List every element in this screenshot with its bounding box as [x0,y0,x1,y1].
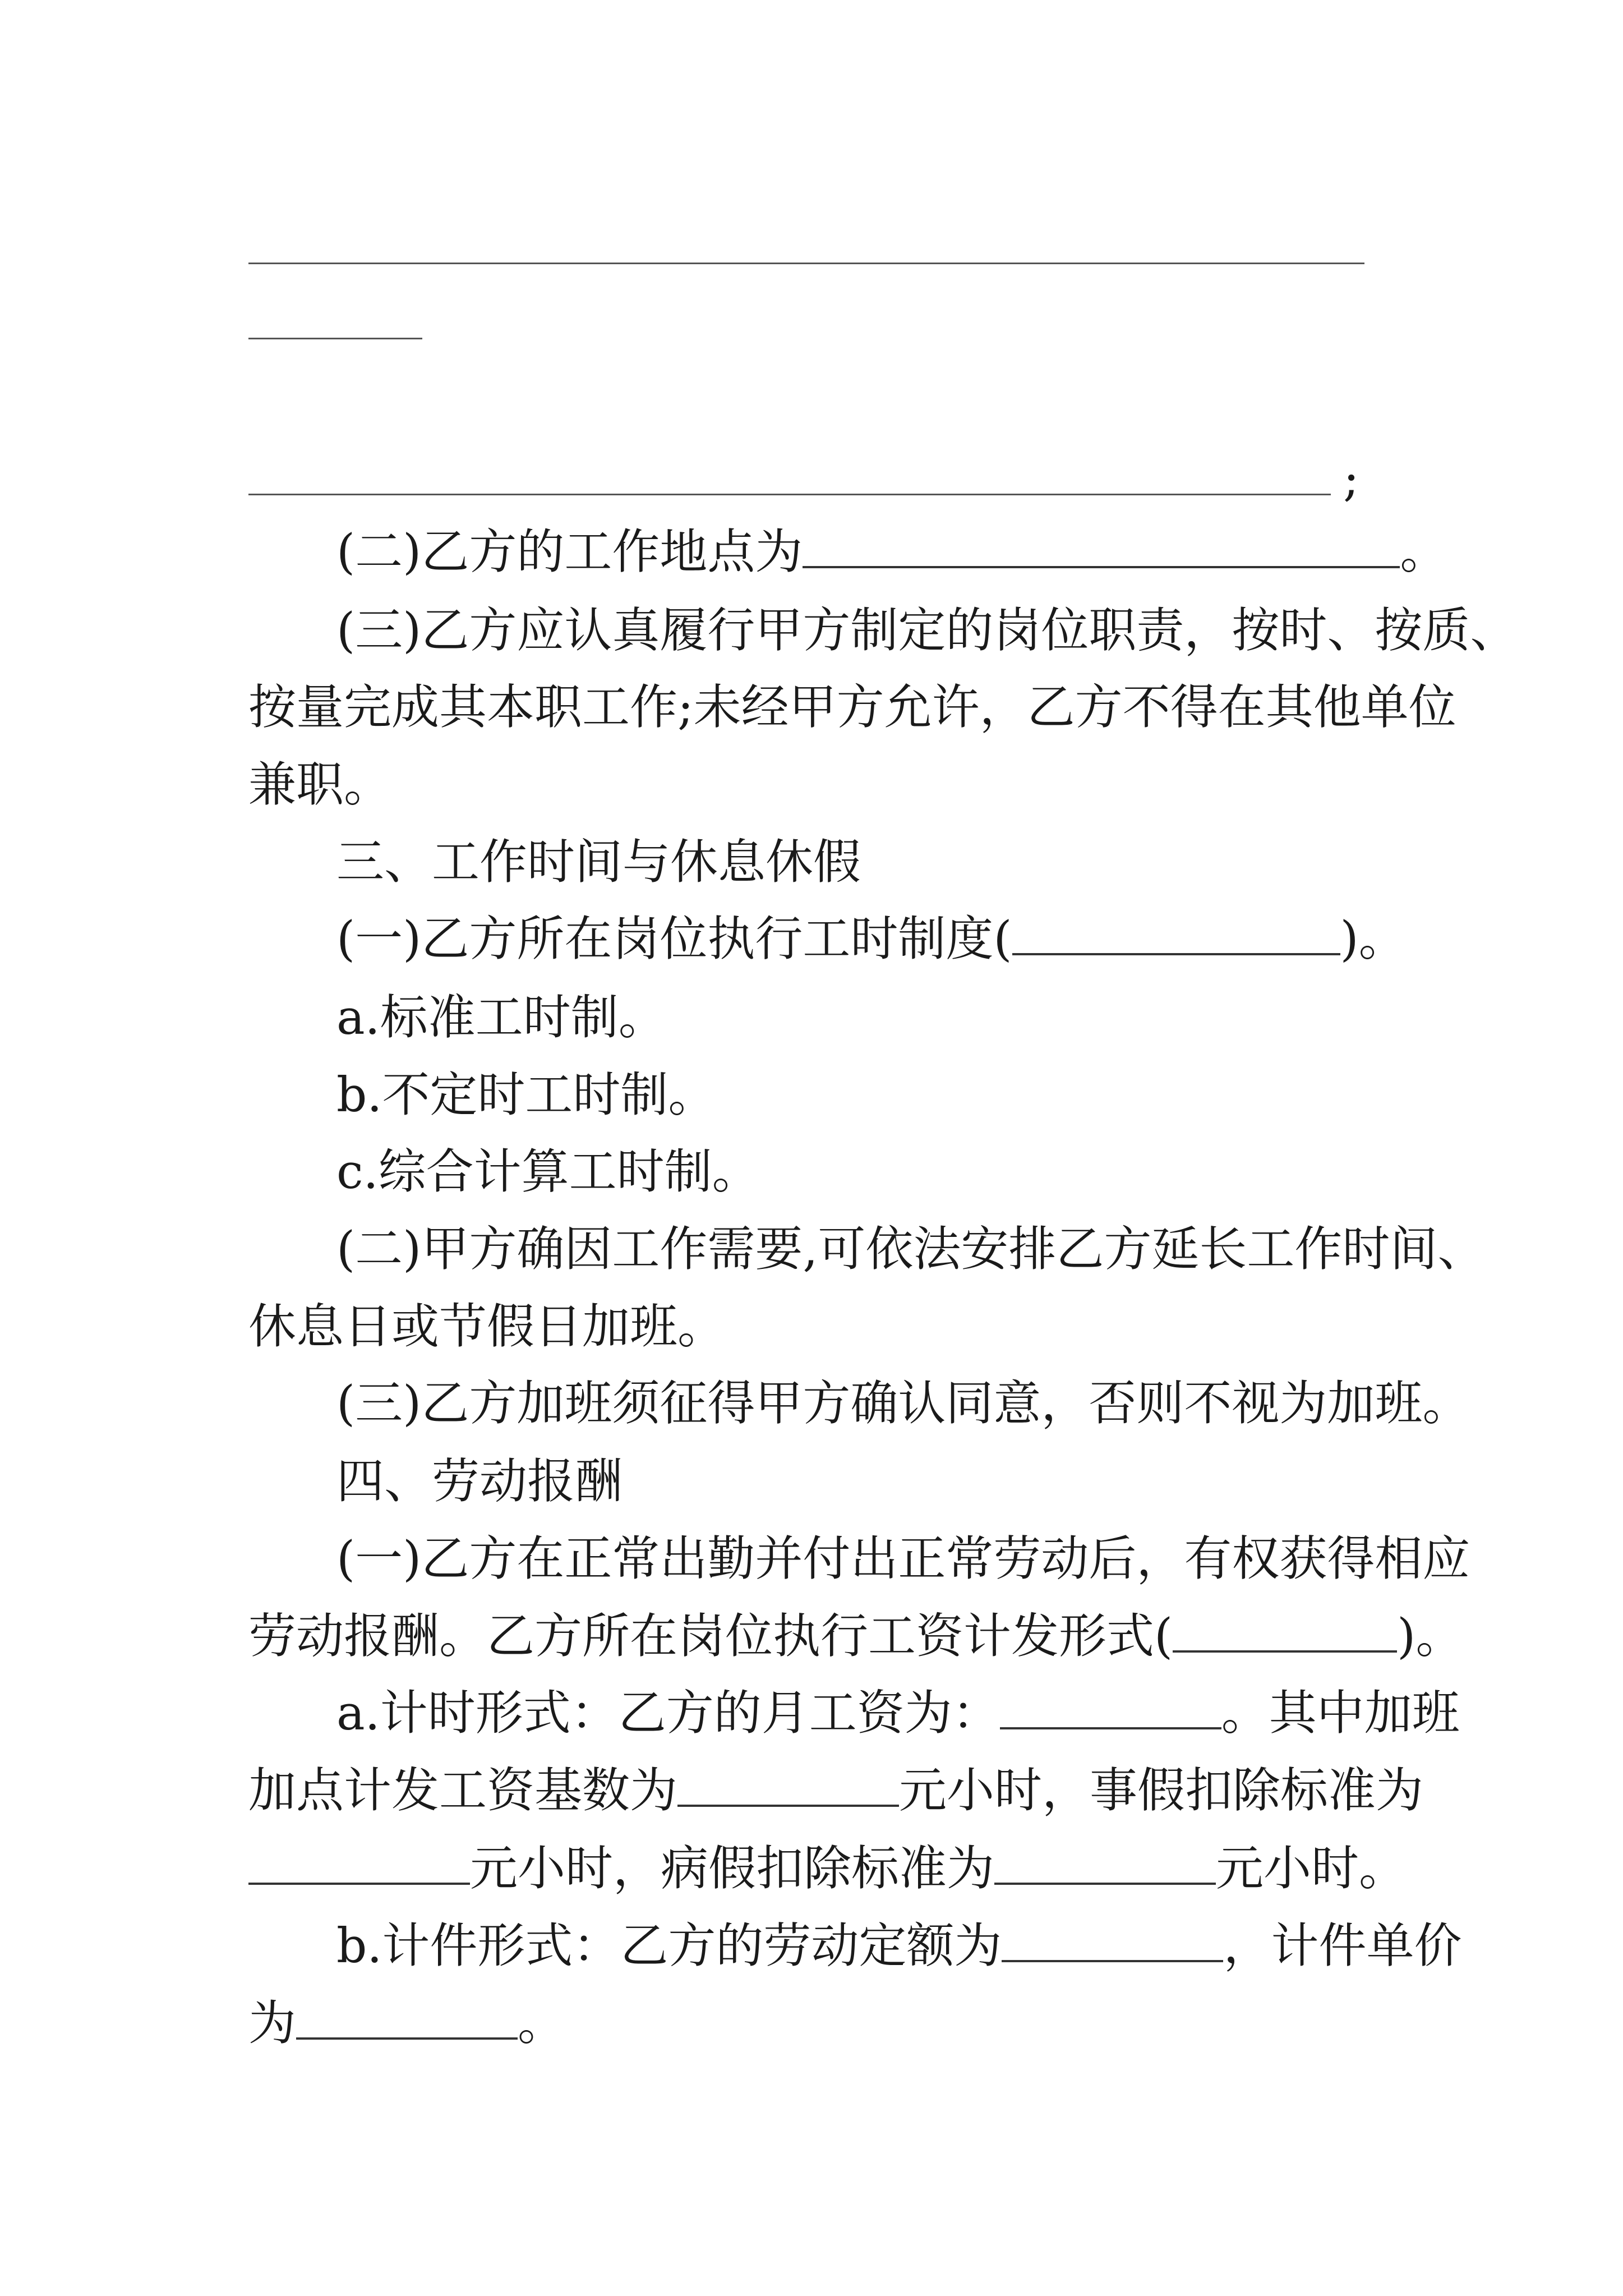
duty-line-1: (三)乙方应认真履行甲方制定的岗位职责，按时、按质、 [336,603,1518,659]
labor-quota-field[interactable] [1002,1921,1223,1962]
piece-pay-line-1: b.计件形式：乙方的劳动定额为 ，计件单价 [336,1918,1462,1974]
work-location-line: (二)乙方的工作地点为 。 [336,524,1448,580]
overtime-line-2: 休息日或节假日加班。 [248,1299,726,1355]
pay-line-2: 劳动报酬。乙方所在岗位执行工资计发形式( )。 [248,1609,1464,1664]
duty-line-2: 按量完成其本职工作;未经甲方允许，乙方不得在其他单位 [248,680,1456,735]
overtime-consent-line: (三)乙方加班须征得甲方确认同意，否则不视为加班。 [336,1376,1470,1432]
personal-leave-deduction-field[interactable] [248,1843,470,1885]
time-pay-line-1: a.计时形式：乙方的月工资为： 。其中加班 [336,1686,1460,1741]
blank-line-2[interactable] [248,338,422,339]
overtime-line-1: (二)甲方确因工作需要,可依法安排乙方延长工作时间、 [336,1222,1486,1277]
option-a: a.标准工时制。 [336,990,666,1046]
blank-line-3[interactable] [248,494,1331,495]
piece-rate-field[interactable] [296,1998,518,2040]
overtime-base-field[interactable] [677,1765,899,1807]
section-heading-3: 三、工作时间与休息休假 [336,835,861,890]
semicolon: ; [1343,452,1359,507]
work-location-field[interactable] [803,527,1400,568]
sick-leave-deduction-field[interactable] [994,1843,1216,1885]
hours-system-field[interactable] [1012,914,1340,955]
section-heading-4: 四、劳动报酬 [336,1454,623,1510]
option-c: c.综合计算工时制。 [336,1144,760,1200]
time-pay-line-2: 加点计发工资基数为 元小时，事假扣除标准为 [248,1763,1424,1819]
blank-line-1[interactable] [248,263,1364,264]
pay-form-field[interactable] [1173,1611,1397,1653]
piece-pay-line-2: 为 。 [248,1996,566,2051]
option-b: b.不定时工时制。 [336,1068,716,1123]
pay-line-1: (一)乙方在正常出勤并付出正常劳动后，有权获得相应 [336,1531,1470,1587]
hours-system-line: (一)乙方所在岗位执行工时制度( )。 [336,912,1407,967]
monthly-wage-field[interactable] [1000,1688,1221,1729]
time-pay-line-3: 元小时，病假扣除标准为 元小时。 [248,1841,1407,1897]
duty-line-3: 兼职。 [248,757,392,813]
